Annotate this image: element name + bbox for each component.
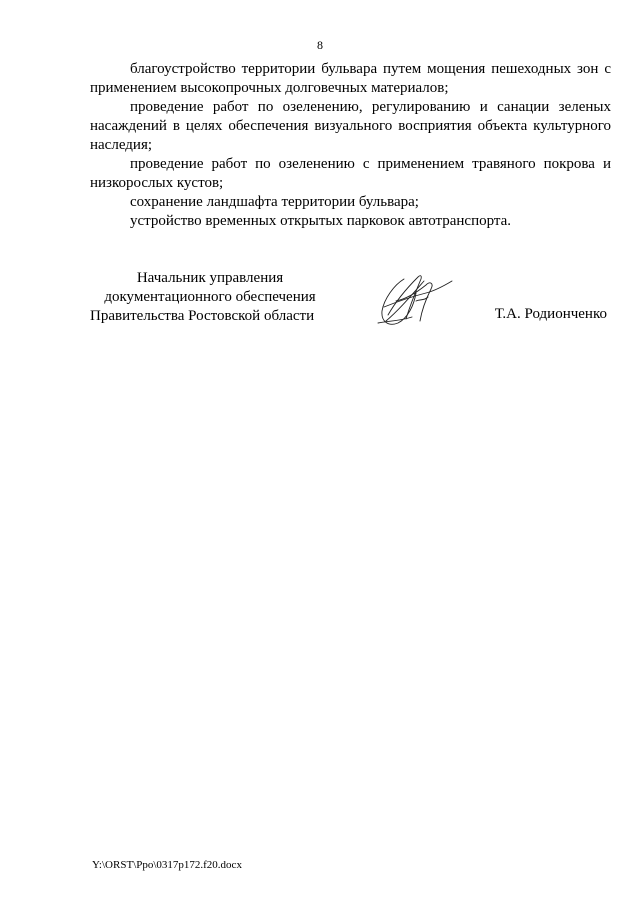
paragraph: проведение работ по озеленению с применением травяного покрова и низкорослых кустов; (90, 156, 611, 191)
page-number: 8 (317, 38, 323, 52)
signatory-name: Т.А. Родионченко (494, 306, 607, 322)
paragraph: проведение работ по озеленению, регулированию и санации зеленых насаждений в целях обеспечения визуального восприятия объекта культурного наследия; (90, 99, 611, 153)
signatory-title-line: Правительства Ростовской области (90, 308, 315, 324)
signatory-title (90, 269, 330, 326)
paragraph: устройство временных открытых парковок автотранспорта. (130, 213, 512, 229)
paragraph: сохранение ландшафта территории бульвара; (130, 194, 419, 210)
footer-file-path: Y:\ORST\Ppo\0317p172.f20.docx (92, 859, 242, 871)
body-text (90, 60, 611, 231)
signatory-title-line: Начальник управления (136, 270, 284, 286)
paragraph: благоустройство территории бульвара путем мощения пешеходных зон с применением высокопрочных долговечных материалов; (90, 61, 611, 96)
handwritten-signature (376, 271, 456, 331)
signatory-title-line: документационного обеспечения (104, 289, 316, 305)
